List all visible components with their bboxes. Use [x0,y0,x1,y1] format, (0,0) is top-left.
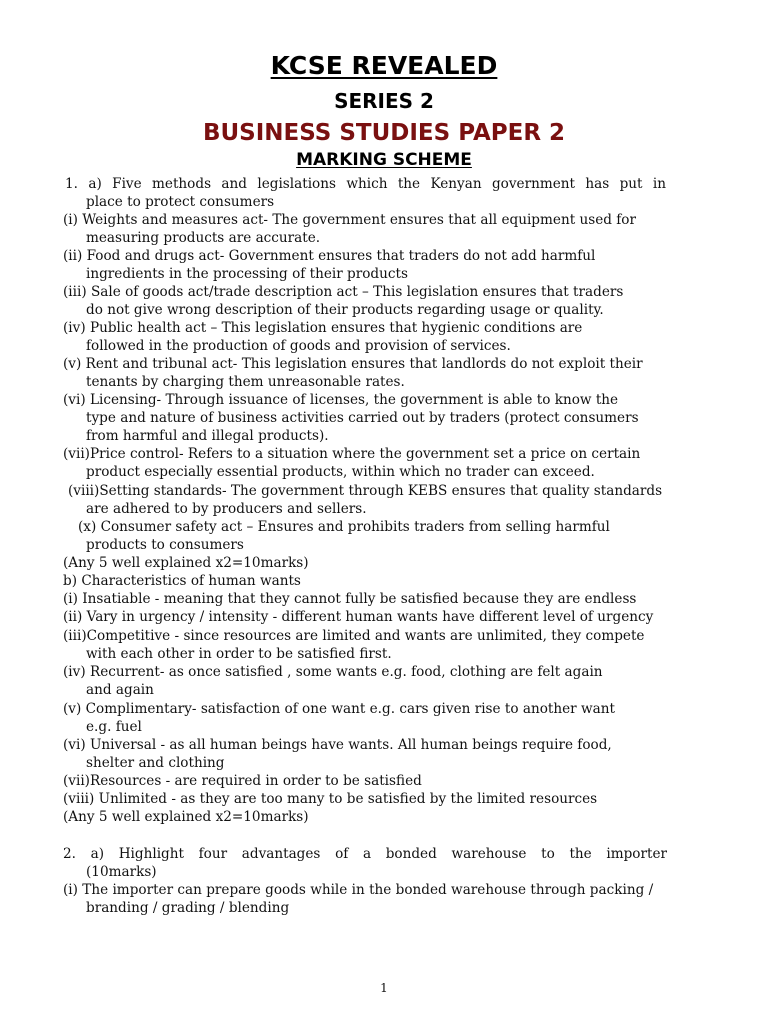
text-line: e.g. fuel [86,719,142,735]
page-number: 1 [380,981,388,995]
text-line: ingredients in the processing of their products [86,266,408,282]
text-line: (vi) Licensing- Through issuance of licenses, the government is able to know the [63,392,619,408]
document-title: KCSE REVEALED [270,51,498,80]
text-line: (v) Rent and tribunal act- This legislation ensures that landlords do not exploit their [63,356,643,372]
text-line: (vii)Price control- Refers to a situation where the government set a price on certain [63,446,641,462]
text-line: (Any 5 well explained x2=10marks) [63,809,309,825]
text-line: (vi) Universal - as all human beings have wants. All human beings require food, [63,737,612,753]
text-line: (iv) Public health act – This legislation ensures that hygienic conditions are [63,320,583,336]
text-line: (v) Complimentary- satisfaction of one want e.g. cars given rise to another want [63,701,615,717]
text-line: (iii)Competitive - since resources are limited and wants are unlimited, they compete [63,628,645,644]
text-line: and again [86,682,154,698]
text-line: (i) The importer can prepare goods while in the bonded warehouse through packing / [63,882,654,898]
text-line: (Any 5 well explained x2=10marks) [63,555,309,571]
text-line: place to protect consumers [86,194,275,210]
text-line: (viii)Setting standards- The government through KEBS ensures that quality standards [68,483,663,499]
marking-scheme-heading: MARKING SCHEME [296,150,472,170]
text-line: (x) Consumer safety act – Ensures and prohibits traders from selling harmful [78,519,610,535]
text-line: (ii) Vary in urgency / intensity - different human wants have different level of urgency [63,609,654,625]
text-line: product especially essential products, within which no trader can exceed. [86,464,595,480]
text-line: tenants by charging them unreasonable rates. [86,374,405,390]
text-line: (i) Insatiable - meaning that they cannot fully be satisfied because they are endless [63,591,637,607]
text-line: are adhered to by producers and sellers. [86,501,367,517]
series-label: SERIES 2 [334,89,434,113]
text-line: (vii)Resources - are required in order to be satisfied [63,773,422,789]
text-line: do not give wrong description of their products regarding usage or quality. [86,302,604,318]
text-line: followed in the production of goods and provision of services. [86,338,511,354]
text-line: products to consumers [86,537,244,553]
text-line: (viii) Unlimited - as they are too many to be satisfied by the limited resources [63,791,598,807]
text-line: with each other in order to be satisfied first. [86,646,392,662]
text-line: (iii) Sale of goods act/trade description act – This legislation ensures that traders [63,284,624,300]
text-line: branding / grading / blending [86,900,290,916]
text-line: from harmful and illegal products). [86,428,329,444]
text-line: (ii) Food and drugs act- Government ensures that traders do not add harmful [63,248,596,264]
text-line: 1. a) Five methods and legislations which the Kenyan government has put in [65,176,666,192]
text-line: b) Characteristics of human wants [63,573,301,589]
text-line: type and nature of business activities carried out by traders (protect consumers [86,410,639,426]
subject-title: BUSINESS STUDIES PAPER 2 [202,120,566,146]
text-line: (i) Weights and measures act- The government ensures that all equipment used for [63,212,636,228]
text-line: shelter and clothing [86,755,225,771]
text-line: measuring products are accurate. [86,230,321,246]
text-line: 2. a) Highlight four advantages of a bonded warehouse to the importer [63,846,667,862]
text-line: (iv) Recurrent- as once satisfied , some wants e.g. food, clothing are felt again [63,664,603,680]
text-line: (10marks) [86,864,157,880]
